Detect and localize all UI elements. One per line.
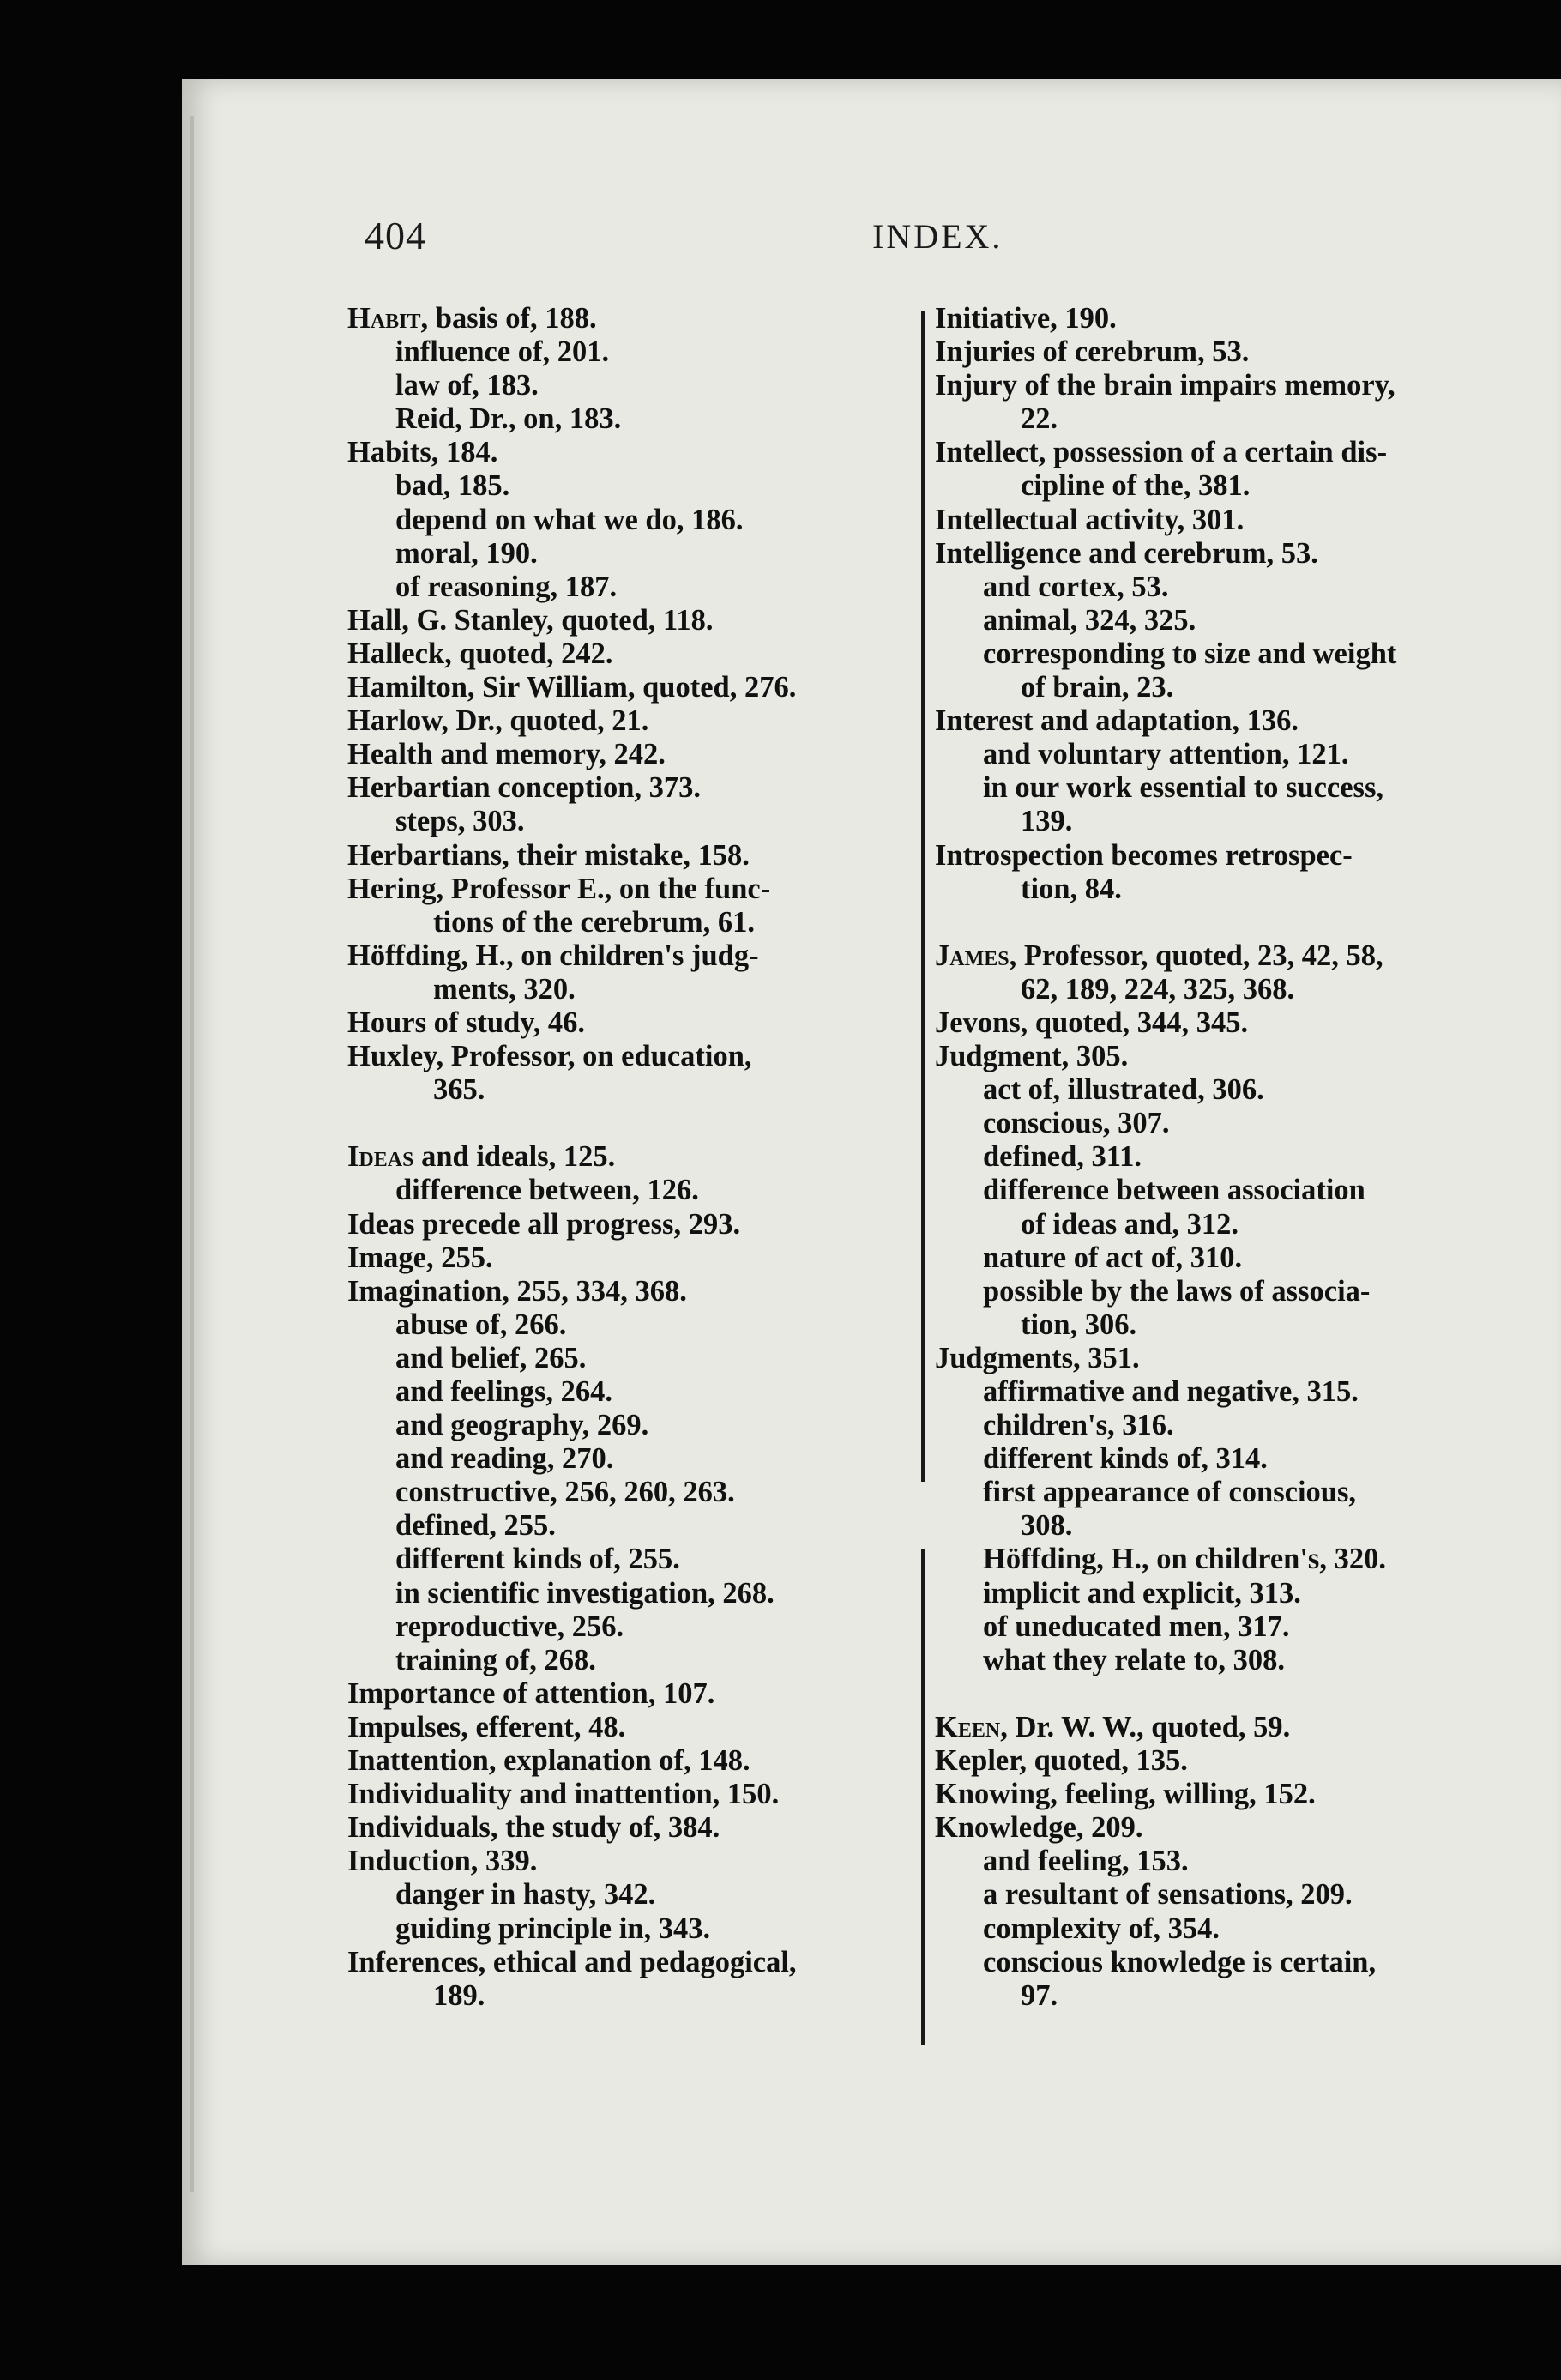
index-entry-text: 139.: [1021, 805, 1073, 838]
index-entry: [935, 839, 1527, 873]
index-column-left: [347, 302, 913, 2013]
index-entry: [935, 537, 1527, 571]
page-number: 404: [365, 214, 426, 257]
index-subentry: [935, 738, 1527, 771]
index-entry-text: complexity of, 354.: [983, 1912, 1220, 1945]
index-entry: [347, 738, 913, 771]
index-entry-text: Injury of the brain impairs memory,: [935, 369, 1395, 402]
index-entry-text: in scientific investigation, 268.: [395, 1576, 774, 1610]
index-entry: [347, 1946, 913, 1979]
index-entry: [347, 771, 913, 805]
index-entry-text: Hering, Professor E., on the func-: [347, 872, 771, 905]
index-subentry: [347, 1878, 913, 1912]
index-subentry: [347, 1442, 913, 1476]
index-entry: [935, 369, 1527, 402]
index-subentry: [347, 537, 913, 571]
index-entry: [347, 1140, 913, 1174]
column-rule: [921, 1549, 925, 2045]
index-entry-text: Intellectual activity, 301.: [935, 503, 1245, 536]
page-edge-shadow: [190, 116, 194, 2192]
index-entry-text: constructive, 256, 260, 263.: [395, 1476, 735, 1509]
index-entry-text: Introspection becomes retrospec-: [935, 838, 1353, 872]
index-entry-text: Hamilton, Sir William, quoted, 276.: [347, 671, 797, 704]
index-entry: [347, 1845, 913, 1878]
index-subentry: [935, 1543, 1527, 1576]
index-entry-text: implicit and explicit, 313.: [983, 1576, 1301, 1610]
index-entry-text: different kinds of, 314.: [983, 1442, 1268, 1476]
column-rule: [921, 311, 925, 1482]
index-entry-text: Impulses, efferent, 48.: [347, 1710, 626, 1743]
index-entry-continuation: [347, 973, 913, 1006]
index-entry-text: tions of the cerebrum, 61.: [433, 905, 755, 939]
index-subentry: [347, 571, 913, 604]
index-entry-text: conscious, 307.: [983, 1107, 1170, 1140]
index-entry-text: Initiative, 190.: [935, 302, 1117, 335]
index-entry-text: , Professor, quoted, 23, 42, 58,: [1009, 939, 1383, 972]
index-subentry: [347, 1375, 913, 1409]
index-subentry: [935, 1476, 1527, 1509]
index-entry-text: and feelings, 264.: [395, 1375, 613, 1408]
index-subentry: [347, 369, 913, 402]
index-entry-text: Knowledge, 209.: [935, 1811, 1143, 1845]
index-entry-text: act of, illustrated, 306.: [983, 1073, 1264, 1107]
index-entry-text: training of, 268.: [395, 1643, 596, 1676]
index-entry-text: difference between, 126.: [395, 1174, 699, 1207]
index-entry: [347, 1711, 913, 1744]
index-entry-text: of reasoning, 187.: [395, 570, 618, 603]
index-subentry: [347, 469, 913, 503]
index-subentry: [935, 1275, 1527, 1308]
index-subentry: [935, 1577, 1527, 1610]
index-entry: [347, 939, 913, 973]
index-entry-text: cipline of the, 381.: [1021, 469, 1251, 503]
index-entry-continuation: [347, 1073, 913, 1107]
index-entry-text: Health and memory, 242.: [347, 738, 666, 771]
index-entry-continuation: [935, 973, 1527, 1006]
index-subentry: [347, 402, 913, 436]
index-entry: [347, 1744, 913, 1778]
index-entry-text: Injuries of cerebrum, 53.: [935, 335, 1250, 369]
index-section-lead-word: Habit: [347, 302, 421, 335]
index-subentry: [935, 604, 1527, 637]
index-entry: [347, 671, 913, 704]
index-subentry: [935, 637, 1527, 671]
index-subentry: [935, 1644, 1527, 1677]
index-entry-text: Höffding, H., on children's, 320.: [983, 1543, 1386, 1576]
index-entry-text: conscious knowledge is certain,: [983, 1945, 1377, 1978]
index-entry: [347, 704, 913, 738]
index-subentry: [347, 1174, 913, 1207]
index-entry: [935, 302, 1527, 335]
index-entry: [347, 1677, 913, 1711]
index-section-lead-word: Keen: [935, 1710, 1001, 1743]
index-entry-text: different kinds of, 255.: [395, 1543, 680, 1576]
index-entry: [347, 436, 913, 469]
index-entry: [347, 1006, 913, 1040]
index-entry-text: 62, 189, 224, 325, 368.: [1021, 972, 1295, 1006]
page-header: [365, 213, 1016, 264]
index-entry-text: tion, 84.: [1021, 872, 1122, 905]
index-entry-text: of ideas and, 312.: [1021, 1207, 1239, 1241]
index-entry: [935, 1711, 1527, 1744]
index-entry-text: Halleck, quoted, 242.: [347, 637, 613, 670]
index-entry-text: and reading, 270.: [395, 1442, 614, 1476]
index-entry: [935, 436, 1527, 469]
index-entry-text: in our work essential to success,: [983, 771, 1384, 805]
index-entry-text: Image, 255.: [347, 1241, 493, 1274]
index-entry-text: , Dr. W. W., quoted, 59.: [1000, 1710, 1291, 1743]
index-entry-text: defined, 311.: [983, 1140, 1142, 1174]
index-entry-text: and belief, 265.: [395, 1341, 587, 1374]
index-entry-text: 365.: [433, 1073, 485, 1107]
index-subentry: [347, 805, 913, 838]
index-subentry: [935, 1140, 1527, 1174]
index-entry-text: Interest and adaptation, 136.: [935, 704, 1299, 738]
index-subentry: [935, 1375, 1527, 1409]
index-entry-text: reproductive, 256.: [395, 1610, 624, 1643]
index-entry-text: first appearance of conscious,: [983, 1476, 1357, 1509]
index-entry-text: 22.: [1021, 402, 1058, 436]
index-entry: [347, 604, 913, 637]
index-entry-text: Reid, Dr., on, 183.: [395, 402, 622, 436]
index-entry-text: abuse of, 266.: [395, 1308, 567, 1341]
index-subentry: [347, 1509, 913, 1543]
index-entry-text: Individuality and inattention, 150.: [347, 1778, 780, 1811]
index-subentry: [935, 1878, 1527, 1912]
index-entry-text: animal, 324, 325.: [983, 603, 1196, 637]
index-entry-continuation: [935, 1308, 1527, 1342]
index-entry-continuation: [935, 1208, 1527, 1241]
index-entry-text: bad, 185.: [395, 469, 510, 503]
index-subentry: [347, 1610, 913, 1644]
index-entry-text: Imagination, 255, 334, 368.: [347, 1274, 687, 1308]
index-entry: [347, 1811, 913, 1845]
index-entry-text: 308.: [1021, 1509, 1073, 1543]
index-entry: [347, 302, 913, 335]
index-entry-text: of brain, 23.: [1021, 671, 1174, 704]
index-column-right: [935, 302, 1527, 2013]
index-entry-text: and ideals, 125.: [413, 1140, 616, 1174]
index-entry: [935, 504, 1527, 537]
index-entry-text: and feeling, 153.: [983, 1845, 1189, 1878]
index-subentry: [935, 1442, 1527, 1476]
index-subentry: [347, 1644, 913, 1677]
index-entry: [347, 839, 913, 873]
running-title: INDEX.: [872, 217, 1003, 256]
index-entry-continuation: [935, 1979, 1527, 2013]
index-entry: [935, 704, 1527, 738]
index-section-gap: [347, 1107, 913, 1140]
index-subentry: [347, 1476, 913, 1509]
index-entry: [935, 1778, 1527, 1811]
index-entry-text: Judgment, 305.: [935, 1040, 1129, 1073]
index-subentry: [347, 1912, 913, 1946]
index-subentry: [347, 1543, 913, 1576]
index-entry-text: Kepler, quoted, 135.: [935, 1744, 1188, 1778]
index-entry-continuation: [347, 1979, 913, 2013]
index-entry-text: Harlow, Dr., quoted, 21.: [347, 704, 649, 738]
index-entry: [347, 1040, 913, 1073]
index-entry-text: Intelligence and cerebrum, 53.: [935, 536, 1318, 570]
index-section-gap: [935, 906, 1527, 939]
index-entry-text: possible by the laws of associa-: [983, 1274, 1371, 1308]
index-entry: [935, 1811, 1527, 1845]
index-entry-text: Judgments, 351.: [935, 1341, 1140, 1374]
index-entry-text: law of, 183.: [395, 369, 539, 402]
index-entry-text: Herbartians, their mistake, 158.: [347, 838, 750, 872]
index-entry-text: and cortex, 53.: [983, 570, 1169, 603]
index-entry-text: Inferences, ethical and pedagogical,: [347, 1945, 797, 1978]
index-subentry: [935, 1409, 1527, 1442]
index-entry: [935, 1342, 1527, 1375]
index-section-lead-word: James: [935, 939, 1010, 972]
index-entry-text: children's, 316.: [983, 1409, 1174, 1442]
index-subentry: [347, 1342, 913, 1375]
index-entry-continuation: [935, 469, 1527, 503]
index-subentry: [935, 1946, 1527, 1979]
index-entry-continuation: [935, 402, 1527, 436]
index-entry-text: 97.: [1021, 1978, 1058, 2012]
index-entry: [347, 1778, 913, 1811]
index-entry-text: steps, 303.: [395, 805, 525, 838]
index-subentry: [935, 1845, 1527, 1878]
index-entry-text: Individuals, the study of, 384.: [347, 1811, 720, 1845]
index-entry: [935, 1040, 1527, 1073]
index-entry-text: a resultant of sensations, 209.: [983, 1878, 1353, 1912]
index-entry-text: and voluntary attention, 121.: [983, 738, 1349, 771]
index-entry-text: difference between association: [983, 1174, 1365, 1207]
index-entry: [347, 1208, 913, 1241]
index-entry-continuation: [935, 873, 1527, 906]
index-entry-text: Hours of study, 46.: [347, 1006, 586, 1039]
index-entry-text: Importance of attention, 107.: [347, 1676, 715, 1710]
index-entry-text: tion, 306.: [1021, 1308, 1137, 1341]
index-subentry: [347, 504, 913, 537]
index-entry-text: depend on what we do, 186.: [395, 503, 744, 536]
index-entry-text: Höffding, H., on children's judg-: [347, 939, 759, 972]
index-entry: [935, 335, 1527, 369]
index-entry-continuation: [347, 906, 913, 939]
index-entry-text: danger in hasty, 342.: [395, 1878, 656, 1912]
index-entry-text: ments, 320.: [433, 972, 576, 1006]
index-entry-text: moral, 190.: [395, 536, 538, 570]
index-entry-text: Intellect, possession of a certain dis-: [935, 436, 1388, 469]
index-entry-continuation: [935, 671, 1527, 704]
index-entry: [347, 637, 913, 671]
index-entry-text: Inattention, explanation of, 148.: [347, 1744, 750, 1778]
index-entry: [935, 939, 1527, 973]
index-entry-text: Jevons, quoted, 344, 345.: [935, 1006, 1249, 1039]
index-subentry: [347, 335, 913, 369]
index-entry-text: 189.: [433, 1978, 485, 2012]
index-entry: [347, 1241, 913, 1275]
index-entry-text: Huxley, Professor, on education,: [347, 1040, 752, 1073]
index-subentry: [347, 1409, 913, 1442]
index-section-gap: [935, 1677, 1527, 1711]
index-entry-text: nature of act of, 310.: [983, 1241, 1243, 1274]
index-subentry: [935, 1912, 1527, 1946]
index-subentry: [935, 1241, 1527, 1275]
index-entry-text: Habits, 184.: [347, 436, 498, 469]
index-entry: [347, 1275, 913, 1308]
index-subentry: [347, 1308, 913, 1342]
index-entry-text: and geography, 269.: [395, 1409, 649, 1442]
index-entry-text: defined, 255.: [395, 1509, 556, 1543]
index-entry-text: corresponding to size and weight: [983, 637, 1397, 670]
index-entry-text: influence of, 201.: [395, 335, 610, 369]
index-subentry: [935, 1107, 1527, 1140]
index-entry: [347, 873, 913, 906]
index-entry: [935, 1006, 1527, 1040]
index-subentry: [935, 771, 1527, 805]
index-subentry: [935, 1174, 1527, 1207]
index-subentry: [935, 1610, 1527, 1644]
index-entry-continuation: [935, 805, 1527, 838]
index-entry-text: affirmative and negative, 315.: [983, 1375, 1359, 1408]
index-section-lead-word: Ideas: [347, 1140, 414, 1174]
index-entry-continuation: [935, 1509, 1527, 1543]
index-entry-text: of uneducated men, 317.: [983, 1610, 1290, 1643]
index-entry-text: Hall, G. Stanley, quoted, 118.: [347, 603, 714, 637]
index-entry-text: guiding principle in, 343.: [395, 1912, 711, 1945]
index-entry: [935, 1744, 1527, 1778]
index-subentry: [935, 1073, 1527, 1107]
index-entry-text: Ideas precede all progress, 293.: [347, 1207, 741, 1241]
index-subentry: [347, 1577, 913, 1610]
index-entry-text: Induction, 339.: [347, 1845, 538, 1878]
index-entry-text: what they relate to, 308.: [983, 1643, 1285, 1676]
index-entry-text: Herbartian conception, 373.: [347, 771, 702, 805]
index-entry-text: Knowing, feeling, willing, 152.: [935, 1778, 1316, 1811]
index-subentry: [935, 571, 1527, 604]
index-entry-text: , basis of, 188.: [420, 302, 597, 335]
